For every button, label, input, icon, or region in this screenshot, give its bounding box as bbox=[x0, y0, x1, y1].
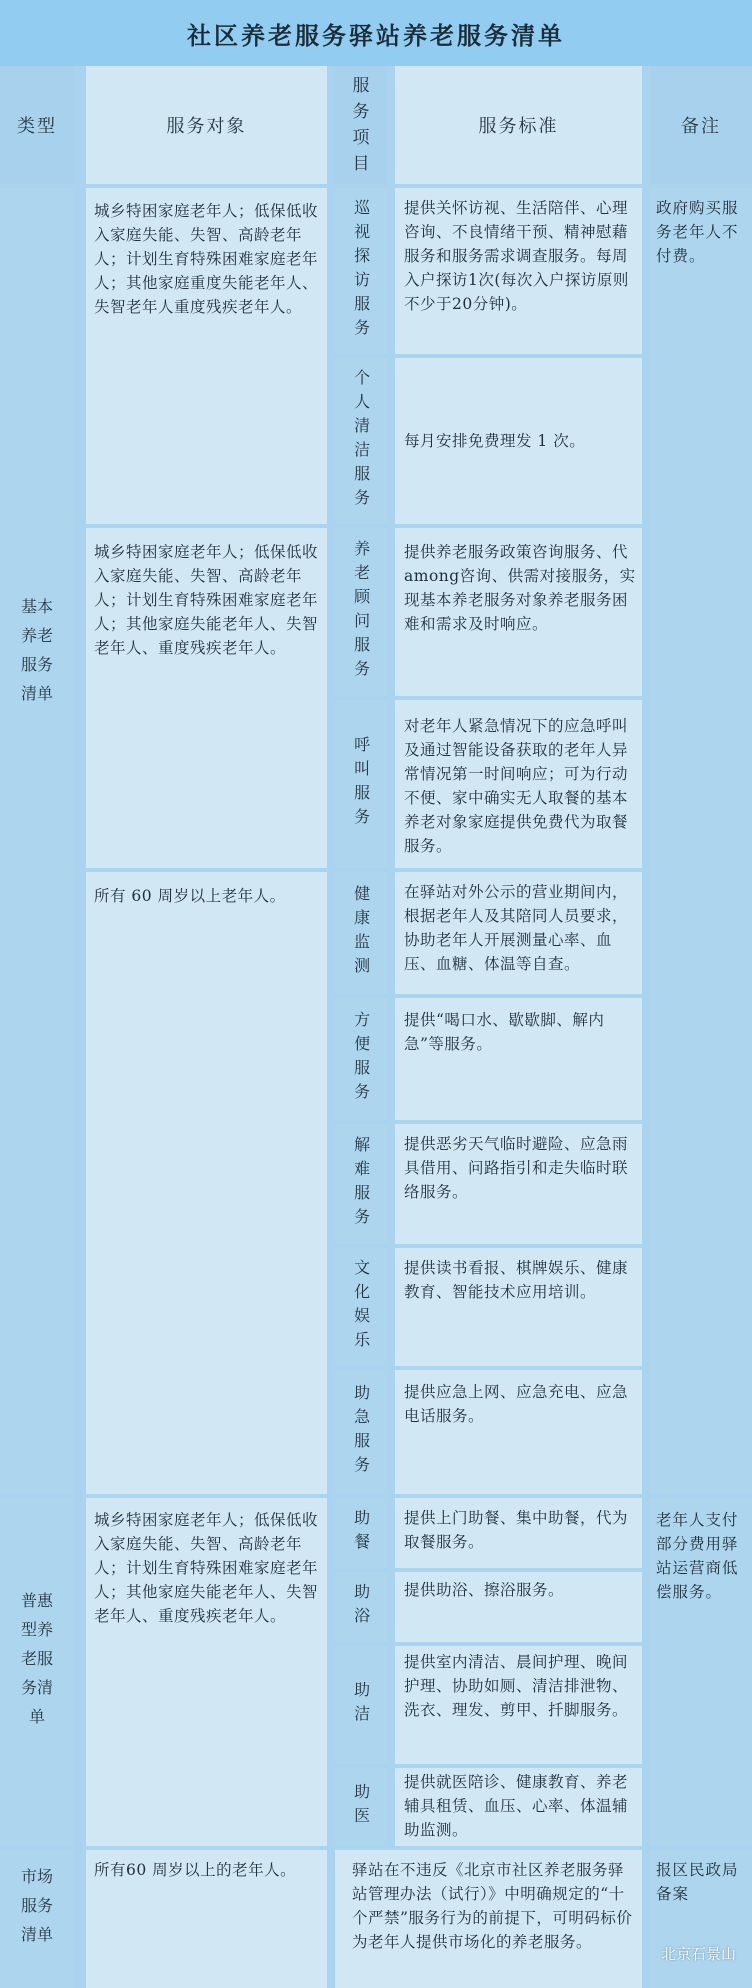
standard-text-1: 提供关怀访视、生活陪伴、心理咨询、不良情绪干预、精神慰藉服务和服务需求调查服务。每周入户探访1次(每次入户探访原则不少于20分钟)。 bbox=[404, 199, 629, 313]
standard-text-6: 提供“喝口水、歇歇脚、解内急”等服务。 bbox=[404, 1011, 605, 1053]
note-text-market: 报区民政局备案 bbox=[656, 1861, 739, 1903]
target-text-5: 所有60 周岁以上的老年人。 bbox=[94, 1861, 297, 1879]
page-title: 社区养老服务驿站养老服务清单 bbox=[0, 0, 752, 66]
item-name-6: 方便服务 bbox=[351, 1011, 371, 1107]
note-cell-basic bbox=[650, 188, 752, 1494]
standard-text-12: 提供室内清洁、晨间护理、晚间护理、协助如厕、清洁排泄物、洗衣、理发、剪甲、扦脚服务。 bbox=[404, 1653, 629, 1719]
note-text-puhui: 老年人支付部分费用驿站运营商低偿服务。 bbox=[656, 1511, 739, 1601]
standard-text-7: 提供恶劣天气临时避险、应急雨具借用、问路指引和走失临时联络服务。 bbox=[404, 1135, 629, 1201]
section-market-type bbox=[14, 1862, 60, 1949]
watermark: 北京石景山 bbox=[660, 1945, 736, 1963]
header-note: 备注 bbox=[681, 116, 721, 137]
standard-text-9: 提供应急上网、应急充电、应急电话服务。 bbox=[404, 1383, 629, 1425]
standard-text-13: 提供就医陪诊、健康教育、养老辅具租赁、血压、心率、体温辅助监测。 bbox=[404, 1773, 629, 1839]
standard-text-3: 提供养老服务政策咨询服务、代among咨询、供需对接服务，实现基本养老服务对象养老服务困难和需求及时响应。 bbox=[404, 543, 636, 633]
target-text-3: 所有 60 周岁以上老年人。 bbox=[94, 887, 286, 905]
section-basic-type-text: 基本养老服务清单 bbox=[20, 597, 53, 703]
target-text-1: 城乡特困家庭老年人；低保低收入家庭失能、失智、高龄老年人；计划生育特殊困难家庭老年人；其他家庭重度失能老年人、失智老年人重度残疾老年人。 bbox=[94, 202, 319, 316]
item-name-13: 助医 bbox=[351, 1783, 371, 1831]
item-name-10: 助餐 bbox=[351, 1509, 371, 1557]
header-type: 类型 bbox=[17, 116, 57, 137]
item-name-5: 健康监测 bbox=[351, 885, 371, 981]
item-name-2: 个人清洁服务 bbox=[351, 369, 371, 513]
item-name-12: 助洁 bbox=[351, 1681, 371, 1729]
header-standard: 服务标准 bbox=[478, 116, 559, 137]
item-name-1: 巡视探访服务 bbox=[351, 199, 371, 343]
header-item-text: 服务项目 bbox=[352, 76, 370, 174]
section-puhui-type bbox=[14, 1586, 60, 1731]
target-text-2: 城乡特困家庭老年人；低保低收入家庭失能、失智、高龄老年人；计划生育特殊困难家庭老年人；其他家庭失能老年人、失智老年人、重度残疾老年人。 bbox=[94, 543, 319, 657]
target-text-4: 城乡特困家庭老年人；低保低收入家庭失能、失智、高龄老年人；计划生育特殊困难家庭老年人；其他家庭失能老年人、失智老年人、重度残疾老年人。 bbox=[94, 1511, 319, 1625]
section-basic-type bbox=[14, 592, 60, 708]
item-name-11: 助浴 bbox=[351, 1583, 371, 1631]
item-name-7: 解难服务 bbox=[351, 1136, 371, 1232]
note-text-basic: 政府购买服务老年人不付费。 bbox=[656, 199, 739, 265]
header-item bbox=[335, 66, 387, 184]
section-puhui-type-text: 普惠型养老服务清单 bbox=[20, 1591, 53, 1726]
standard-text-5: 在驿站对外公示的营业期间内，根据老年人及其陪同人员要求，协助老年人开展测量心率、血压、血糖、体温等自查。 bbox=[404, 883, 629, 973]
item-name-3: 养老顾问服务 bbox=[351, 540, 371, 684]
standard-text-2: 每月安排免费理发 1 次。 bbox=[404, 432, 586, 450]
standard-text-8: 提供读书看报、棋牌娱乐、健康教育、智能技术应用培训。 bbox=[404, 1259, 629, 1301]
standard-text-14: 驿站在不违反《北京市社区养老服务驿站管理办法（试行）》中明确规定的“十个严禁”服务行为的前提下，可明码标价为老年人提供市场化的养老服务。 bbox=[352, 1861, 633, 1951]
section-basic-type-cell bbox=[0, 188, 74, 1494]
standard-text-10: 提供上门助餐、集中助餐，代为取餐服务。 bbox=[404, 1509, 629, 1551]
item-name-8: 文化娱乐 bbox=[351, 1259, 371, 1355]
standard-text-4: 对老年人紧急情况下的应急呼叫及通过智能设备获取的老年人异常情况第一时间响应；可为行动不便、家中确实无人取餐的基本养老对象家庭提供免费代为取餐服务。 bbox=[404, 717, 629, 855]
target-cell-3 bbox=[86, 872, 327, 1494]
standard-text-11: 提供助浴、擦浴服务。 bbox=[404, 1581, 565, 1599]
item-name-4: 呼叫服务 bbox=[351, 736, 371, 832]
header-target: 服务对象 bbox=[166, 116, 247, 137]
item-name-9: 助急服务 bbox=[351, 1384, 371, 1480]
section-market-type-text: 市场服务清单 bbox=[20, 1867, 53, 1944]
